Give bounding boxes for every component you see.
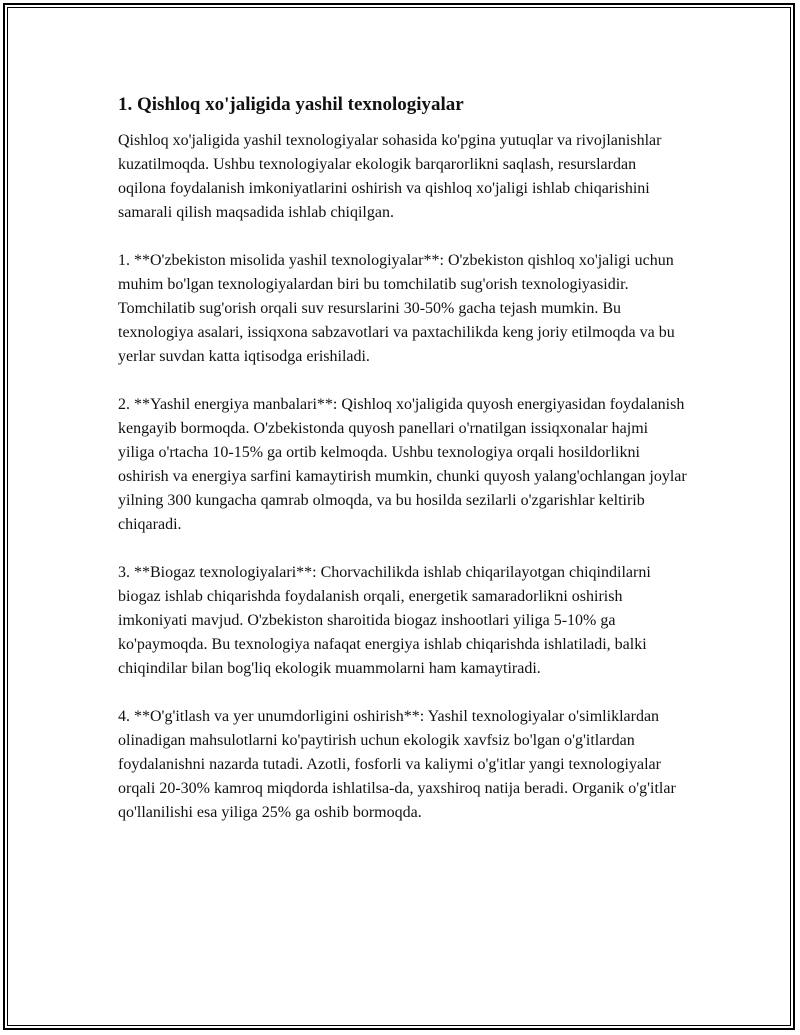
document-body xyxy=(118,93,691,849)
paragraph-fertilization: 4. **O'g'itlash va yer unumdorligini oshirish**: Yashil texnologiyalar o'simliklardan olinadigan mahsulotlarni ko'paytirish uchun ekologik xavfsiz bo'lgan o'g'itlardan foydalanishni nazarda tutadi. Azotli, fosforli va kaliymi o'g'itlar yangi texnologiyalar orqali 20-30% kamroq miqdorda ishlatilsa-da, yaxshiroq natija beradi. Organik o'g'itlar qo'llanilishi esa yiliga 25% ga oshib bormoqda. xyxy=(118,708,680,821)
paragraph-green-tech-uzbekistan: 1. **O'zbekiston misolida yashil texnologiyalar**: O'zbekiston qishloq xo'jaligi uchun muhim bo'lgan texnologiyalardan biri bu tomchilatib sug'orish texnologiyasidir. Tomchilatib sug'orish orqali suv resurslarini 30-50% gacha tejash mumkin. Bu texnologiya asalari, issiqxona sabzavotlari va paxtachilikda keng joriy etilmoqda va bu yerlar suvdan katta iqtisodga erishiladi. xyxy=(118,252,679,365)
document-title: 1. Qishloq xo'jaligida yashil texnologiyalar xyxy=(118,94,464,115)
paragraph-green-energy: 2. **Yashil energiya manbalari**: Qishloq xo'jaligida quyosh energiyasidan foydalanish kengayib bormoqda. O'zbekistonda quyosh panellari o'rnatilgan issiqxonalar hajmi yiliga o'rtacha 10-15% ga ortib kelmoqda. Ushbu texnologiya orqali hosildorlikni oshirish va energiya sarfini kamaytirish mumkin, chunki quyosh yalang'ochlangan joylar yilning 300 kungacha qamrab olmoqda, va bu hosilda sezilarli o'zgarishlar keltirib chiqaradi. xyxy=(118,396,691,533)
paragraph-biogas: 3. **Biogaz texnologiyalari**: Chorvachilikda ishlab chiqarilayotgan chiqindilarni biogaz ishlab chiqarishda foydalanish orqali, energetik samaradorlikni oshirish imkoniyati mavjud. O'zbekiston sharoitida biogaz inshootlari yiliga 5-10% ga ko'paymoqda. Bu texnologiya nafaqat energiya ishlab chiqarishda ishlatiladi, balki chiqindilar bilan bog'liq ekologik muammolarni ham kamaytiradi. xyxy=(118,564,655,677)
paragraph-intro: Qishloq xo'jaligida yashil texnologiyalar sohasida ko'pgina yutuqlar va rivojlanishlar kuzatilmoqda. Ushbu texnologiyalar ekologik barqarorlikni saqlash, resurslardan oqilona foydalanish imkoniyatlarini oshirish va qishloq xo'jaligi ishlab chiqarishini samarali qilish maqsadida ishlab chiqilgan. xyxy=(118,132,666,221)
